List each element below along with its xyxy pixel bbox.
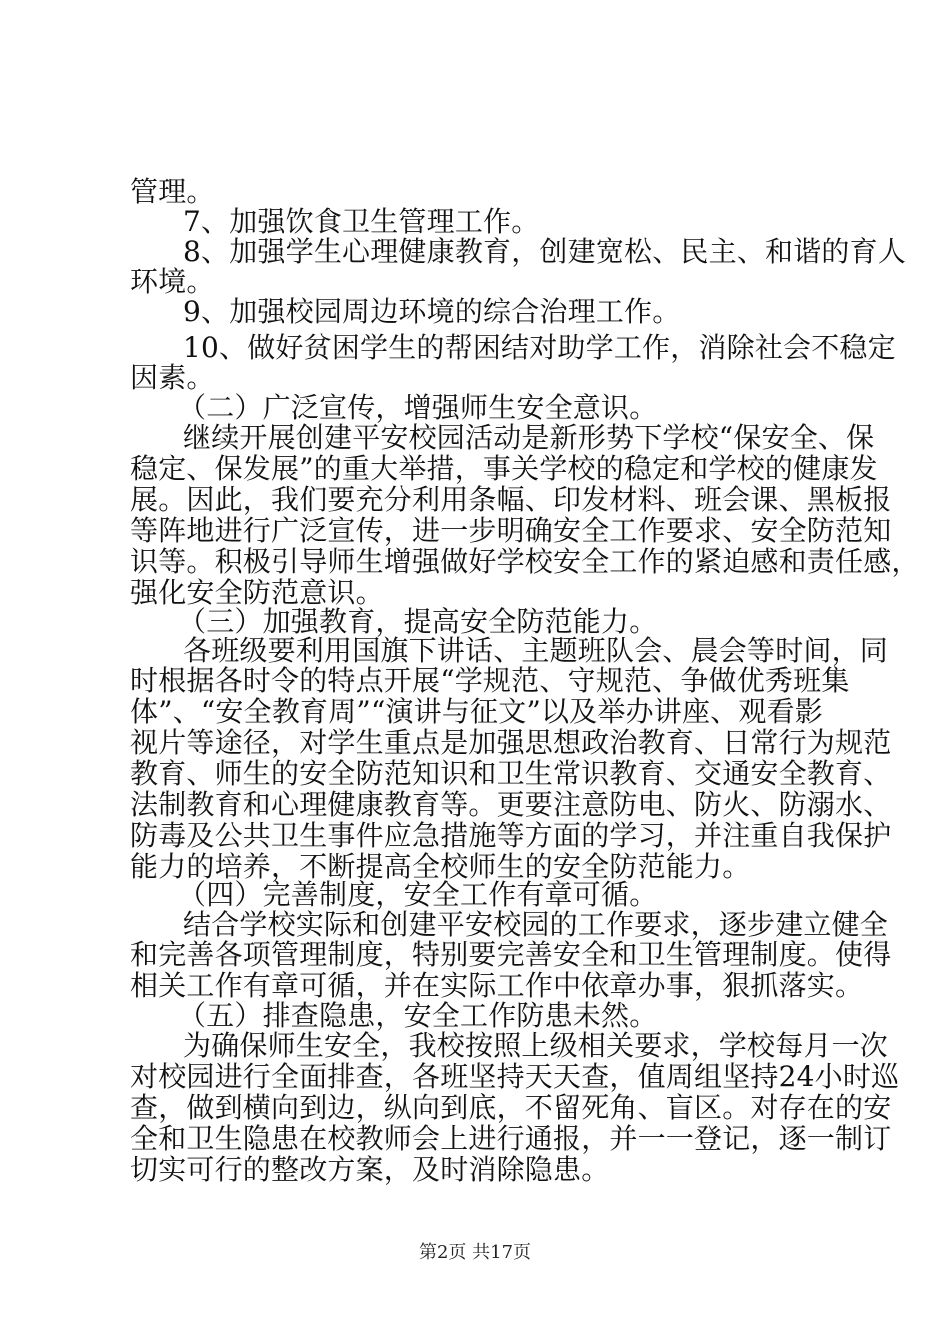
list-item: 10、做好贫困学生的帮困结对助学工作，消除社会不稳定 — [183, 331, 896, 364]
text-line: 展。因此，我们要充分利用条幅、印发材料、班会课、黑板报 — [130, 483, 892, 516]
list-item: 8、加强学生心理健康教育，创建宽松、民主、和谐的育人 — [183, 235, 907, 268]
text-line: 等阵地进行广泛宣传，进一步明确安全工作要求、安全防范知 — [130, 514, 892, 547]
section-heading: （三）加强教育，提高安全防范能力。 — [178, 605, 658, 638]
text-line: 体”、“安全教育周”“演讲与征文”以及举办讲座、观看影 — [130, 695, 823, 728]
section-heading: （二）广泛宣传，增强师生安全意识。 — [178, 391, 658, 424]
text-line: 视片等途径，对学生重点是加强思想政治教育、日常行为规范 — [130, 726, 892, 759]
text-line: 识等。积极引导师生增强做好学校安全工作的紧迫感和责任感， — [130, 545, 920, 578]
text-line: 环境。 — [130, 265, 215, 298]
page-number: 第2页 共17页 — [418, 1242, 532, 1263]
text-line: 强化安全防范意识。 — [130, 576, 384, 609]
text-line: 继续开展创建平安校园活动是新形势下学校“保安全、保 — [183, 421, 875, 454]
list-item: 9、加强校园周边环境的综合治理工作。 — [183, 295, 681, 328]
text-line: 切实可行的整改方案，及时消除隐患。 — [130, 1153, 610, 1186]
text-line: 教育、师生的安全防范知识和卫生常识教育、交通安全教育、 — [130, 757, 892, 790]
section-heading: （四）完善制度，安全工作有章可循。 — [178, 878, 658, 911]
section-heading: （五）排查隐患，安全工作防患未然。 — [178, 999, 658, 1032]
text-line: 因素。 — [130, 361, 215, 394]
text-line: 能力的培养，不断提高全校师生的安全防范能力。 — [130, 850, 751, 883]
text-line: 稳定、保发展”的重大举措，事关学校的稳定和学校的健康发 — [130, 452, 878, 485]
text-line: 各班级要利用国旗下讲话、主题班队会、晨会等时间，同 — [183, 634, 889, 667]
text-line: 时根据各时令的特点开展“学规范、守规范、争做优秀班集 — [130, 664, 850, 697]
text-line: 为确保师生安全，我校按照上级相关要求，学校每月一次 — [183, 1029, 889, 1062]
text-line: 法制教育和心理健康教育等。更要注意防电、防火、防溺水、 — [130, 788, 892, 821]
text-line: 对校园进行全面排查，各班坚持天天查，值周组坚持24小时巡 — [130, 1060, 900, 1093]
text-line: 结合学校实际和创建平安校园的工作要求，逐步建立健全 — [183, 908, 889, 941]
text-line: 管理。 — [130, 175, 215, 208]
text-line: 相关工作有章可循，并在实际工作中依章办事，狠抓落实。 — [130, 969, 864, 1002]
list-item: 7、加强饮食卫生管理工作。 — [183, 205, 540, 238]
text-line: 防毒及公共卫生事件应急措施等方面的学习，并注重自我保护 — [130, 819, 892, 852]
text-line: 查，做到横向到边，纵向到底，不留死角、盲区。对存在的安 — [130, 1091, 892, 1124]
text-line: 全和卫生隐患在校教师会上进行通报，并一一登记，逐一制订 — [130, 1122, 892, 1155]
text-line: 和完善各项管理制度，特别要完善安全和卫生管理制度。使得 — [130, 938, 892, 971]
